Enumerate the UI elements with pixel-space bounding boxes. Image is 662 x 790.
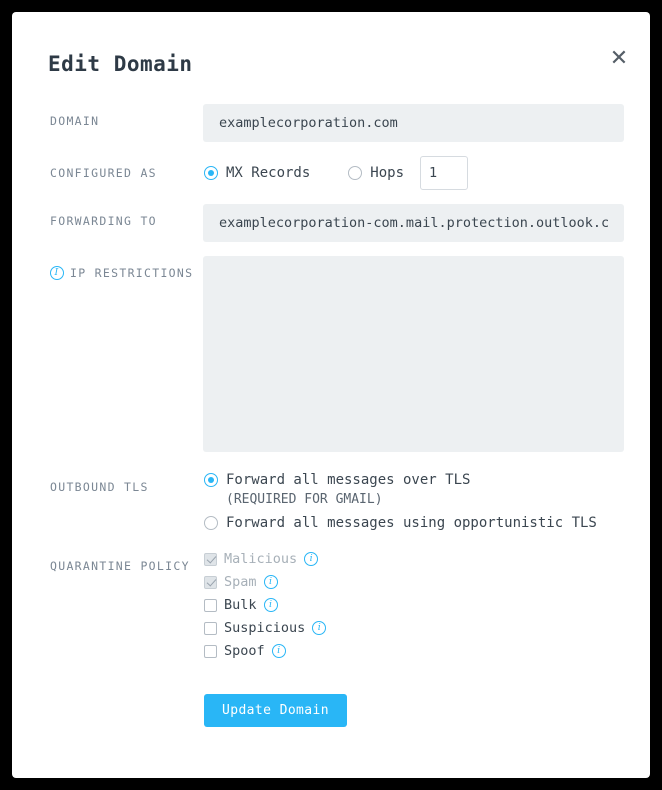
field-row-quarantine-policy [12,549,650,666]
field-row-ip-restrictions [12,256,650,456]
close-icon[interactable]: ✕ [609,46,629,71]
checkbox-suspicious[interactable] [204,622,217,635]
checkbox-bulk[interactable] [204,599,217,612]
info-icon[interactable]: i [264,598,278,612]
checkbox-row-bulk [204,597,624,613]
ip-restrictions-textarea[interactable] [203,256,624,452]
tls-required-note: (REQUIRED FOR GMAIL) [226,492,383,507]
checkbox-bulk-label[interactable]: Bulk [224,597,257,613]
hops-input[interactable] [420,156,468,190]
checkbox-row-malicious [204,551,624,567]
checkbox-spam [204,576,217,589]
configured-as-label: CONFIGURED AS [50,166,157,180]
radio-hops-label[interactable]: Hops [370,165,405,181]
info-icon[interactable]: i [312,621,326,635]
info-icon[interactable]: i [264,575,278,589]
page-title: Edit Domain [48,52,193,76]
field-row-outbound-tls [12,470,650,535]
checkbox-spoof[interactable] [204,645,217,658]
domain-label: DOMAIN [50,114,100,128]
outbound-tls-label: OUTBOUND TLS [50,480,149,494]
radio-mx-records[interactable] [204,166,218,180]
checkbox-malicious-label: Malicious [224,551,298,567]
domain-input[interactable] [203,104,624,142]
checkbox-row-suspicious [204,620,624,636]
checkbox-row-spoof [204,643,624,659]
field-row-forwarding-to [12,204,650,242]
ip-restrictions-label-text: IP RESTRICTIONS [70,266,194,280]
ip-restrictions-label [12,256,203,280]
info-icon[interactable]: i [304,552,318,566]
edit-domain-form [12,104,650,727]
info-icon[interactable]: I [50,266,64,280]
radio-mx-records-label[interactable]: MX Records [226,165,311,181]
checkbox-spam-label: Spam [224,574,257,590]
radio-tls-required-label[interactable]: Forward all messages over TLS [226,472,471,488]
forwarding-to-label: FORWARDING TO [50,214,157,228]
update-domain-button[interactable]: Update Domain [204,694,347,727]
info-icon[interactable]: i [272,644,286,658]
checkbox-malicious [204,553,217,566]
radio-hops[interactable] [348,166,362,180]
radio-tls-opportunistic[interactable] [204,516,218,530]
checkbox-suspicious-label[interactable]: Suspicious [224,620,306,636]
field-row-domain [12,104,650,142]
forwarding-to-input[interactable] [203,204,624,242]
checkbox-spoof-label[interactable]: Spoof [224,643,265,659]
checkbox-row-spam [204,574,624,590]
radio-tls-opportunistic-label[interactable]: Forward all messages using opportunistic TLS [226,515,597,531]
field-row-configured-as [12,156,650,190]
edit-domain-dialog [12,12,650,778]
radio-tls-required[interactable] [204,473,218,487]
quarantine-policy-label: QUARANTINE POLICY [50,559,190,573]
